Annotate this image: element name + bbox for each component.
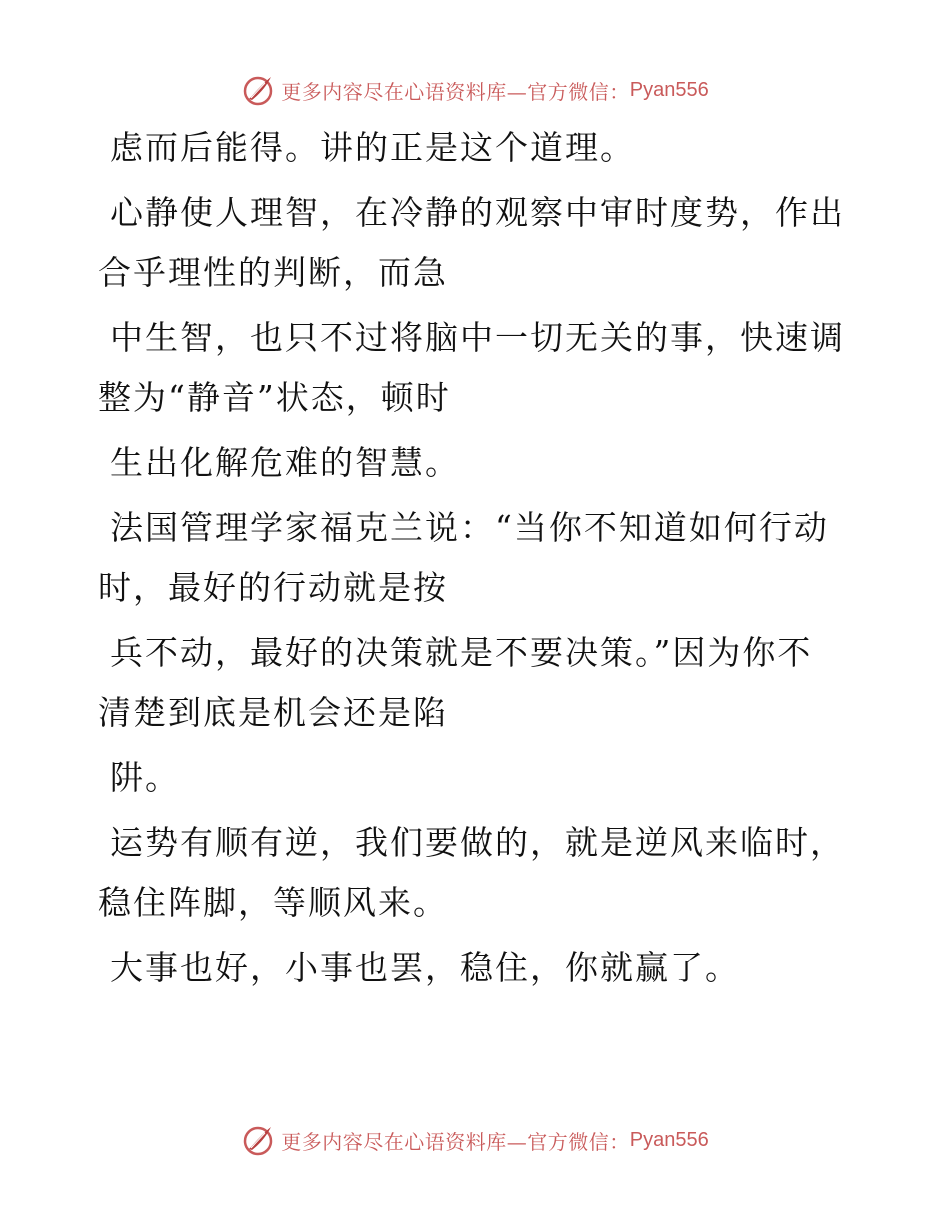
header-banner-wechat-id: Pyan556 xyxy=(629,78,709,101)
paragraph xyxy=(98,183,845,303)
paragraph-line: 大事也好，小事也罢，稳住，你就赢了。 xyxy=(110,948,740,987)
header-banner-text: 更多内容尽在心语资料库—官方微信： xyxy=(281,79,630,104)
paragraph-line: 整为“静音”状态，顿时 xyxy=(98,378,451,417)
quill-pen-logo-icon xyxy=(241,1123,275,1157)
paragraph-line: 阱。 xyxy=(110,758,180,797)
paragraph-line: 兵不动，最好的决策就是不要决策。”因为你不 xyxy=(110,633,813,672)
footer-banner-wechat-id: Pyan556 xyxy=(629,1128,709,1151)
paragraph-line: 虑而后能得。讲的正是这个道理。 xyxy=(110,128,635,167)
paragraph xyxy=(98,938,838,998)
footer-banner-text: 更多内容尽在心语资料库—官方微信： xyxy=(281,1129,630,1154)
paragraph-line: 心静使人理智，在冷静的观察中审时度势，作出 xyxy=(110,193,845,232)
paragraph xyxy=(98,118,838,178)
paragraph xyxy=(98,748,838,808)
paragraph xyxy=(98,433,838,493)
paragraph-line: 运势有顺有逆，我们要做的，就是逆风来临时， xyxy=(110,823,845,862)
quill-pen-logo-icon xyxy=(241,73,275,107)
paragraph-line: 时，最好的行动就是按 xyxy=(98,568,448,607)
paragraph-line: 清楚到底是机会还是陷 xyxy=(98,693,448,732)
header-banner xyxy=(0,70,950,110)
footer-banner xyxy=(0,1120,950,1160)
paragraph-line: 中生智，也只不过将脑中一切无关的事，快速调 xyxy=(110,318,845,357)
paragraph-line: 生出化解危难的智慧。 xyxy=(110,443,460,482)
paragraph-line: 法国管理学家福克兰说：“当你不知道如何行动 xyxy=(110,508,829,547)
paragraph-line: 稳住阵脚，等顺风来。 xyxy=(98,883,448,922)
paragraph xyxy=(98,623,838,743)
paragraph xyxy=(98,498,838,618)
document-body xyxy=(98,118,845,1003)
paragraph xyxy=(98,813,845,933)
paragraph xyxy=(98,308,845,428)
paragraph-line: 合乎理性的判断，而急 xyxy=(98,253,448,292)
